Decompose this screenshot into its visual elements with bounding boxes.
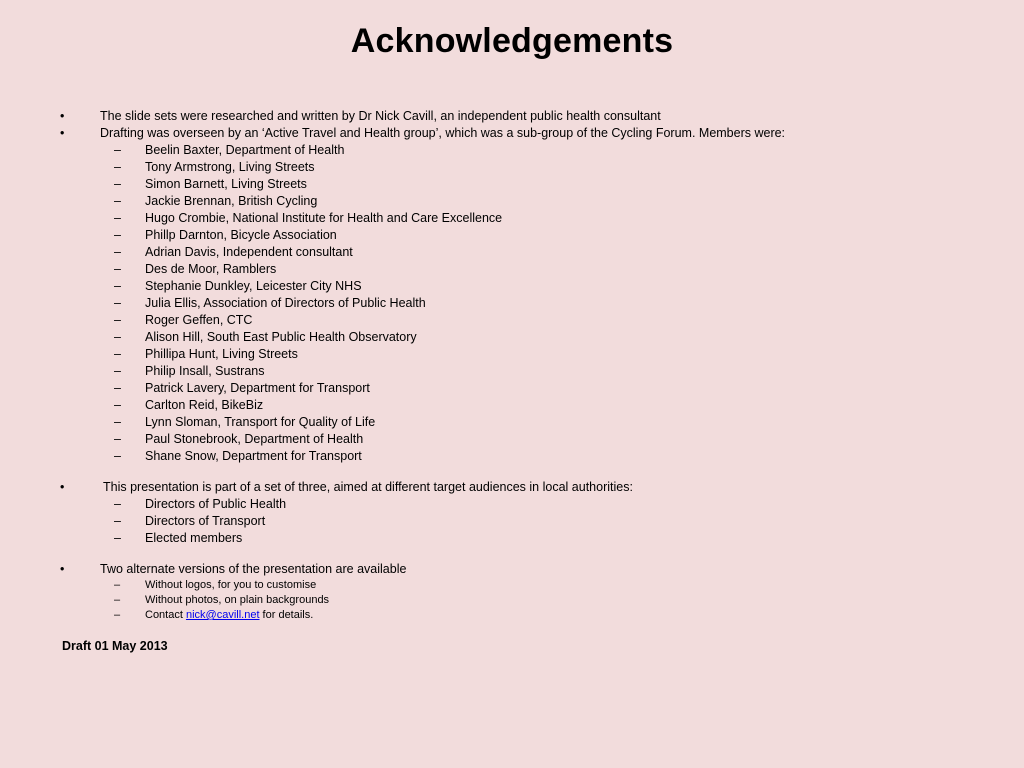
alternate-item-text: Without logos, for you to customise bbox=[145, 579, 317, 591]
bullet-text: The slide sets were researched and written by Dr Nick Cavill, an independent public health consultant bbox=[100, 109, 661, 123]
member-item bbox=[0, 380, 1024, 397]
audience-item-text: Elected members bbox=[145, 531, 243, 545]
member-item bbox=[0, 448, 1024, 465]
audience-item bbox=[0, 496, 1024, 513]
member-item bbox=[0, 295, 1024, 312]
bullet-marker: • bbox=[60, 126, 65, 140]
dash-marker: – bbox=[114, 313, 121, 327]
dash-marker: – bbox=[114, 245, 121, 259]
audience-item bbox=[0, 513, 1024, 530]
member-item bbox=[0, 397, 1024, 414]
member-item bbox=[0, 278, 1024, 295]
member-item bbox=[0, 176, 1024, 193]
member-item-text: Alison Hill, South East Public Health Observatory bbox=[145, 330, 417, 344]
contact-text bbox=[145, 608, 313, 623]
bullet-marker: • bbox=[60, 109, 65, 123]
member-item bbox=[0, 414, 1024, 431]
dash-marker: – bbox=[114, 415, 121, 429]
member-item bbox=[0, 261, 1024, 278]
draft-date: Draft 01 May 2013 bbox=[62, 639, 168, 653]
member-item-text: Hugo Crombie, National Institute for Health and Care Excellence bbox=[145, 211, 503, 225]
member-item-text: Beelin Baxter, Department of Health bbox=[145, 143, 345, 157]
contact-suffix: for details. bbox=[259, 609, 314, 621]
member-item bbox=[0, 346, 1024, 363]
member-item bbox=[0, 363, 1024, 380]
dash-marker: – bbox=[114, 211, 121, 225]
member-item bbox=[0, 227, 1024, 244]
dash-marker: – bbox=[114, 449, 121, 463]
dash-marker: – bbox=[114, 579, 121, 591]
bullet-presentation bbox=[0, 479, 1024, 496]
dash-marker: – bbox=[114, 160, 121, 174]
alternate-item bbox=[0, 593, 1024, 608]
contact-item bbox=[0, 608, 1024, 623]
dash-marker: – bbox=[114, 398, 121, 412]
member-item bbox=[0, 142, 1024, 159]
member-item bbox=[0, 193, 1024, 210]
member-item bbox=[0, 159, 1024, 176]
dash-marker: – bbox=[114, 364, 121, 378]
dash-marker: – bbox=[114, 594, 121, 606]
dash-marker: – bbox=[114, 228, 121, 242]
audience-list bbox=[0, 496, 1024, 547]
member-item-text: Jackie Brennan, British Cycling bbox=[145, 194, 318, 208]
member-item bbox=[0, 244, 1024, 261]
bullet-text: Two alternate versions of the presentation are available bbox=[100, 562, 407, 576]
bullet-text: Drafting was overseen by an ‘Active Travel and Health group’, which was a sub-group of the Cycling Forum. Members were: bbox=[100, 126, 786, 140]
audience-item bbox=[0, 530, 1024, 547]
dash-marker: – bbox=[114, 194, 121, 208]
member-item-text: Tony Armstrong, Living Streets bbox=[145, 160, 315, 174]
member-item-text: Shane Snow, Department for Transport bbox=[145, 449, 362, 463]
dash-marker: – bbox=[114, 381, 121, 395]
member-item-text: Roger Geffen, CTC bbox=[145, 313, 253, 327]
member-item-text: Simon Barnett, Living Streets bbox=[145, 177, 307, 191]
member-item-text: Julia Ellis, Association of Directors of Public Health bbox=[145, 296, 426, 310]
member-item-text: Adrian Davis, Independent consultant bbox=[145, 245, 353, 259]
dash-marker: – bbox=[114, 279, 121, 293]
member-item-text: Paul Stonebrook, Department of Health bbox=[145, 432, 364, 446]
member-item-text: Philip Insall, Sustrans bbox=[145, 364, 265, 378]
member-list bbox=[0, 142, 1024, 465]
dash-marker: – bbox=[114, 143, 121, 157]
dash-marker: – bbox=[114, 347, 121, 361]
audience-item-text: Directors of Transport bbox=[145, 514, 266, 528]
member-item-text: Lynn Sloman, Transport for Quality of Life bbox=[145, 415, 376, 429]
member-item-text: Stephanie Dunkley, Leicester City NHS bbox=[145, 279, 362, 293]
bullet-text: This presentation is part of a set of three, aimed at different target audiences in local authorities: bbox=[103, 480, 633, 494]
member-item-text: Phillp Darnton, Bicycle Association bbox=[145, 228, 337, 242]
bullet-drafting bbox=[0, 125, 1024, 142]
dash-marker: – bbox=[114, 497, 121, 511]
bullet-authors bbox=[0, 108, 1024, 125]
contact-prefix: Contact bbox=[145, 609, 186, 621]
member-item bbox=[0, 210, 1024, 227]
dash-marker: – bbox=[114, 609, 121, 621]
dash-marker: – bbox=[114, 262, 121, 276]
dash-marker: – bbox=[114, 432, 121, 446]
slide-body bbox=[0, 108, 1024, 655]
dash-marker: – bbox=[114, 296, 121, 310]
bullet-marker: • bbox=[60, 480, 65, 494]
contact-email-link[interactable]: nick@cavill.net bbox=[185, 609, 260, 621]
audience-item-text: Directors of Public Health bbox=[145, 497, 287, 511]
footer-row bbox=[0, 638, 1024, 655]
dash-marker: – bbox=[114, 177, 121, 191]
alternate-item-text: Without photos, on plain backgrounds bbox=[145, 594, 330, 606]
alternate-item bbox=[0, 578, 1024, 593]
member-item-text: Carlton Reid, BikeBiz bbox=[145, 398, 264, 412]
bullet-alternates bbox=[0, 561, 1024, 578]
bullet-marker: • bbox=[60, 562, 65, 576]
dash-marker: – bbox=[114, 531, 121, 545]
dash-marker: – bbox=[114, 514, 121, 528]
slide-title: Acknowledgements bbox=[350, 22, 674, 60]
member-item-text: Des de Moor, Ramblers bbox=[145, 262, 277, 276]
member-item bbox=[0, 312, 1024, 329]
alternate-list bbox=[0, 578, 1024, 608]
member-item-text: Phillipa Hunt, Living Streets bbox=[145, 347, 298, 361]
member-item bbox=[0, 329, 1024, 346]
member-item bbox=[0, 431, 1024, 448]
member-item-text: Patrick Lavery, Department for Transport bbox=[145, 381, 370, 395]
dash-marker: – bbox=[114, 330, 121, 344]
